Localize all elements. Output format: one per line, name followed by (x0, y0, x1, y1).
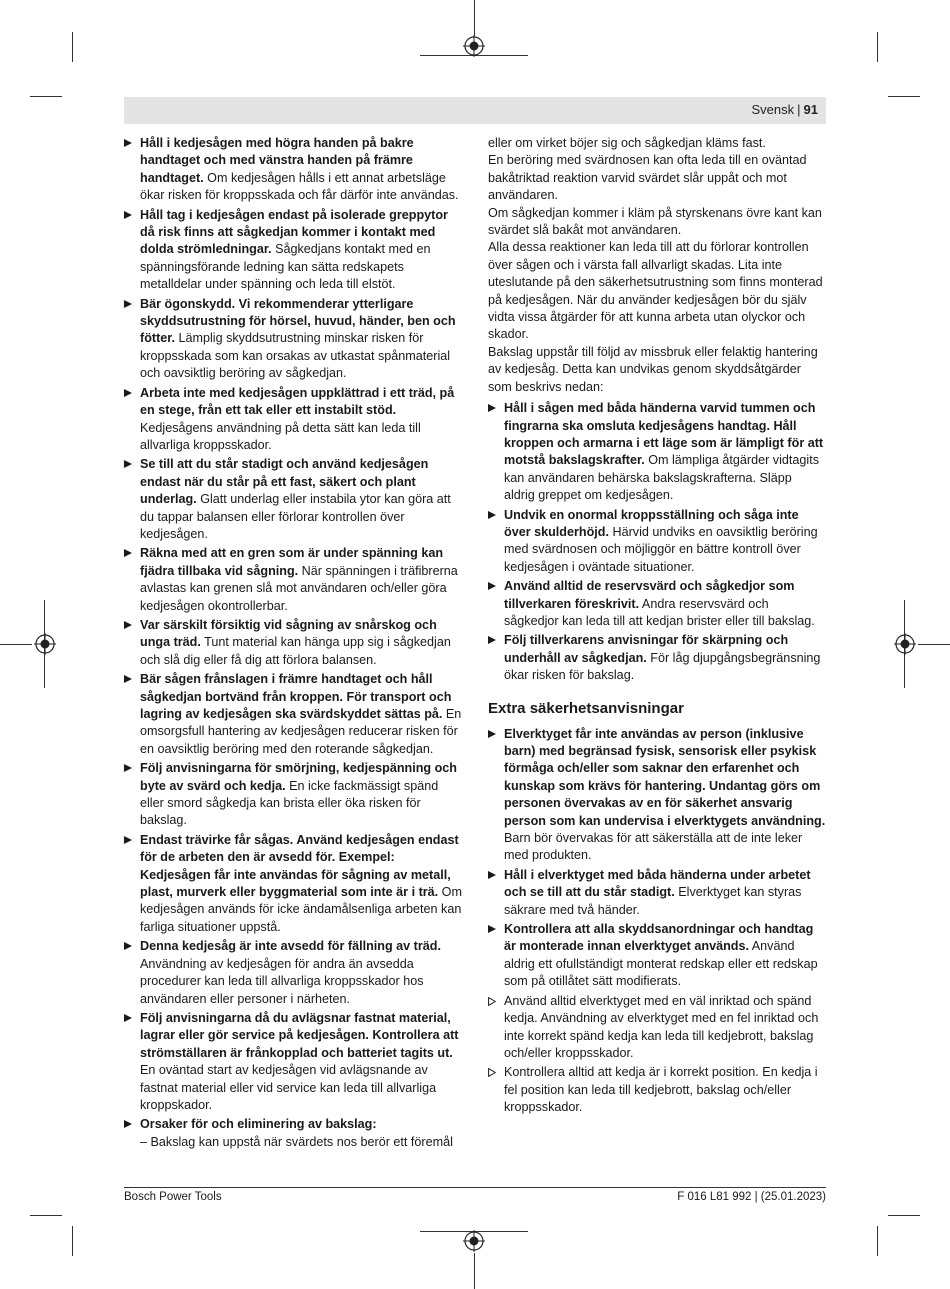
list-item (124, 207, 464, 294)
page-header (124, 97, 826, 124)
right-column (488, 135, 826, 1119)
crop-mark (888, 96, 920, 97)
bullet-arrow-icon (124, 211, 132, 219)
list-item (488, 867, 826, 919)
item-text: Om lämpliga åtgärder vidtagits kan användaren behärska bakslagskrafterna. Släpp aldrig greppet om kedjesågen. (504, 453, 819, 503)
item-bold-text: Följ anvisningarna för smörjning, kedjespänning och byte av svärd och kedja. (140, 761, 457, 793)
list-item (124, 938, 464, 1008)
list-item (124, 832, 464, 936)
registration-mark-icon (34, 633, 56, 655)
bullet-arrow-icon (124, 764, 132, 772)
list-item (124, 671, 464, 758)
bullet-arrow-icon (488, 404, 496, 412)
section-title: Extra säkerhetsanvisningar (488, 699, 684, 717)
item-bold-text: Arbeta inte med kedjesågen uppklättrad i ett träd, på en stege, från ett tak eller ett instabilt stöd. (140, 385, 455, 418)
item-text: Kontrollera alltid att kedja är i korrekt position. En kedja i fel position kan leda till kedjebrott, bakslag och/eller kroppsskador. (504, 1065, 818, 1115)
list-item (124, 1116, 464, 1151)
crop-mark (0, 644, 32, 645)
item-text: Om kedjesågen hålls i ett annat arbetsläge ökar risken för kroppsskada och får därför inte användas. (140, 170, 459, 203)
item-bold-text: Håll i sågen med båda händerna varvid tummen och fingrarna ska omsluta kedjesågens handtag. Håll kroppen och armarna i ett läge som är lämpligt för att motstå bakslagskrafter. (504, 401, 824, 468)
bullet-arrow-icon (124, 460, 132, 468)
paragraph: Om sågkedjan kommer i kläm på styrskenans övre kant kan svärdet slå bakåt mot användaren. (488, 205, 822, 238)
item-bold-text: Kontrollera att alla skyddsanordningar och handtag är monterade innan elverktyget används. (504, 922, 814, 954)
item-text: Sågkedjans kontakt med en spänningsförande ledning kan sätta redskapets metalldelar under spänning och leda till elstöt. (140, 242, 431, 292)
item-text: En omsorgsfull hantering av kedjesågen reducerar risken för en oavsiktlig beröring med den roterande sågkedjan. (140, 707, 462, 756)
bullet-arrow-icon (124, 389, 132, 397)
item-text: En icke fackmässigt spänd eller smord sågkedja kan brista eller öka risken för bakslag. (140, 778, 439, 828)
list-item (124, 545, 464, 615)
bullet-arrow-icon (488, 511, 496, 519)
item-bold-text: Håll i elverktyget med båda händerna under arbetet och se till att du står stadigt. (504, 867, 811, 900)
bullet-arrow-icon (488, 997, 496, 1006)
intro-paragraphs (488, 135, 826, 396)
item-bold-text: Följ tillverkarens anvisningar för skärpning och underhåll av sågkedjan. (504, 633, 789, 665)
list-item (488, 400, 826, 504)
crop-mark (888, 1215, 920, 1216)
left-column (124, 135, 464, 1153)
list-item (488, 921, 826, 991)
list-item (124, 135, 464, 205)
list-item (124, 385, 464, 455)
header-language: Svensk (751, 102, 795, 117)
header-text (752, 102, 819, 117)
registration-mark-icon (463, 35, 485, 57)
list-item (488, 993, 826, 1063)
list-item (488, 507, 826, 577)
item-bold-text: Använd alltid de reservsvärd och sågkedjor som tillverkaren föreskrivit. (504, 579, 795, 611)
item-text: Om kedjesågen används för icke ändamålsenliga arbeten kan farliga situationer uppstå. (140, 885, 462, 934)
item-bold-text: Räkna med att en gren som är under spänning kan fjädra tillbaka vid sågning. (140, 546, 444, 578)
item-text: Använd alltid elverktyget med en väl inriktad och spänd kedja. Användning av elverktyget med en fel inriktad och inte korrekt spänd kedja kan leda till kedjebrott, bakslag och/eller kroppsskador. (504, 993, 819, 1060)
item-text: En oväntad start av kedjesågen vid avlägsnande av fastnat material eller vid service kan leda till allvarliga kroppskador. (140, 1063, 437, 1112)
header-separator: | (797, 102, 801, 117)
item-text: Använd aldrig ett ofullständigt monterat redskap eller ett redskap som på otillåtet sätt modifierats. (504, 939, 818, 989)
crop-mark (877, 1226, 878, 1256)
item-text: – Bakslag kan uppstå när svärdets nos berör ett föremål (140, 1134, 453, 1149)
list-item (488, 1064, 826, 1116)
crop-mark (474, 0, 475, 36)
item-bold-text: Endast trävirke får sågas. Använd kedjesågen endast för de arbeten den är avsedd för. Exempel: Kedjesågen får inte användas för sågning av metall, plast, murverk eller byggmaterial som inte är i trä. (140, 832, 459, 900)
paragraph: eller om virket böjer sig och sågkedjan kläms fast. (488, 136, 766, 150)
crop-mark (30, 1215, 62, 1216)
bullet-arrow-icon (488, 636, 496, 644)
kickback-measures-list (488, 400, 826, 685)
list-item (488, 726, 826, 865)
list-item (124, 760, 464, 830)
bullet-arrow-icon (124, 300, 132, 308)
item-text: För låg djupgångsbegränsning ökar risken för bakslag. (504, 650, 821, 683)
paragraph: Bakslag uppstår till följd av missbruk eller felaktig hantering av kedjesåg. Detta kan undvikas genom skyddsåtgärder som beskrivs nedan: (488, 344, 818, 394)
extra-safety-list (488, 726, 826, 1117)
item-bold-text: Elverktyget får inte användas av person (inklusive barn) med begränsad fysisk, sensorisk eller psykisk förmåga och/eller som saknar den erfarenhet och kunskap som krävs för hantering. Undantag görs om personen övervakas av en för säkerhet ansvarig person som kan undervisa i elverktygets användning. (504, 726, 826, 828)
crop-mark (30, 96, 62, 97)
bullet-arrow-icon (124, 549, 132, 557)
crop-mark (72, 1226, 73, 1256)
footer-brand: Bosch Power Tools (124, 1191, 222, 1203)
item-text: När spänningen i träfibrerna avlastas kan grenen slå mot användaren och/eller göra kedjesågen okontrollerbar. (140, 563, 458, 613)
item-bold-text: Se till att du står stadigt och använd kedjesågen endast när du står på ett fast, säkert och plant underlag. (140, 457, 429, 507)
list-item (124, 296, 464, 383)
bullet-arrow-icon (488, 730, 496, 738)
item-text: Barn bör övervakas för att säkerställa att de inte leker med produkten. (504, 831, 803, 863)
list-item (488, 632, 826, 684)
bullet-arrow-icon (488, 871, 496, 879)
item-text: Lämplig skyddsutrustning minskar risken för kroppsskada som kan orsakas av utkastat spånmaterial och oavsiktlig beröring av sågkedjan. (140, 331, 451, 381)
bullet-arrow-icon (488, 1068, 496, 1077)
crop-mark (474, 1253, 475, 1289)
item-text: Användning av kedjesågen för andra än avsedda procedurer kan leda till allvarliga kroppsskador hos användaren eller personer i närheten. (140, 956, 424, 1006)
crop-mark (918, 644, 950, 645)
bullet-arrow-icon (124, 836, 132, 844)
item-text: Glatt underlag eller instabila ytor kan göra att du tappar balansen eller förlorar kontrollen över kedjesågen. (140, 492, 451, 541)
item-bold-text: Håll i kedjesågen med högra handen på bakre handtaget och med vänstra handen på främre handtaget. (140, 136, 414, 185)
list-item (124, 1010, 464, 1114)
item-text: Tunt material kan hänga upp sig i sågkedjan och slå dig eller få dig att förlora balansen. (140, 635, 451, 667)
item-bold-text: Håll tag i kedjesågen endast på isolerade greppytor då risk finns att sågkedjan kommer i kontakt med dolda strömledningar. (140, 207, 448, 257)
item-bold-text: Denna kedjesåg är inte avsedd för fällning av träd. (140, 939, 441, 954)
item-bold-text: Var särskilt försiktig vid sågning av snårskog och unga träd. (140, 617, 437, 650)
item-bold-text: Orsaker för och eliminering av bakslag: (140, 1117, 377, 1132)
item-text: Kedjesågens användning på detta sätt kan leda till allvarliga kroppsskador. (140, 420, 421, 452)
item-bold-text: Följ anvisningarna då du avlägsnar fastnat material, lagrar eller gör service på kedjesågen. Kontrollera att strömställaren är frånkopplad och batteriet tagits ut. (140, 1010, 459, 1060)
footer-doc-id: F 016 L81 992 | (25.01.2023) (677, 1191, 826, 1203)
item-text: Härvid undviks en oavsiktlig beröring med svärdnosen och möjliggör en bättre kontroll över kedjesågen i oväntade situationer. (504, 524, 818, 574)
footer-rule (124, 1187, 826, 1188)
item-text: Elverktyget kan styras säkrare med två händer. (504, 885, 802, 917)
list-item (488, 578, 826, 630)
bullet-arrow-icon (124, 139, 132, 147)
paragraph: Alla dessa reaktioner kan leda till att du förlorar kontrollen över sågen och i värsta fall allvarligt skadas. Lita inte uteslutande på den säkerhetsutrustning som finns monterad på kedjesågen. När du använder kedjesågen bör du själv vidta vissa åtgärder för att kunna arbeta utan olyckor och skador. (488, 240, 823, 342)
registration-mark-icon (894, 633, 916, 655)
list-item (124, 456, 464, 543)
bullet-arrow-icon (124, 675, 132, 683)
page-number: 91 (803, 102, 818, 117)
bullet-arrow-icon (124, 621, 132, 629)
bullet-arrow-icon (488, 582, 496, 590)
bullet-arrow-icon (124, 942, 132, 950)
paragraph: En beröring med svärdnosen kan ofta leda till en oväntad bakåtriktad reaktion varvid svärdet slår uppåt och mot användaren. (488, 153, 807, 203)
item-bold-text: Bär ögonskydd. Vi rekommenderar ytterligare skyddsutrustning för hörsel, huvud, händer, ben och fötter. (140, 296, 456, 346)
list-item (124, 617, 464, 669)
bullet-arrow-icon (488, 925, 496, 933)
bullet-arrow-icon (124, 1120, 132, 1128)
crop-mark (72, 32, 73, 62)
registration-mark-icon (463, 1230, 485, 1252)
item-bold-text: Undvik en onormal kroppsställning och såga inte över skulderhöjd. (504, 507, 799, 539)
crop-mark (877, 32, 878, 62)
item-text: Andra reservsvärd och sågkedjor kan leda till att kedjan brister eller till bakslag. (504, 596, 815, 628)
item-bold-text: Bär sågen frånslagen i främre handtaget och håll sågkedjan bortvänd från kroppen. För transport och lagring av kedjesågen ska svärdskyddet sättas på. (140, 672, 452, 721)
bullet-arrow-icon (124, 1014, 132, 1022)
